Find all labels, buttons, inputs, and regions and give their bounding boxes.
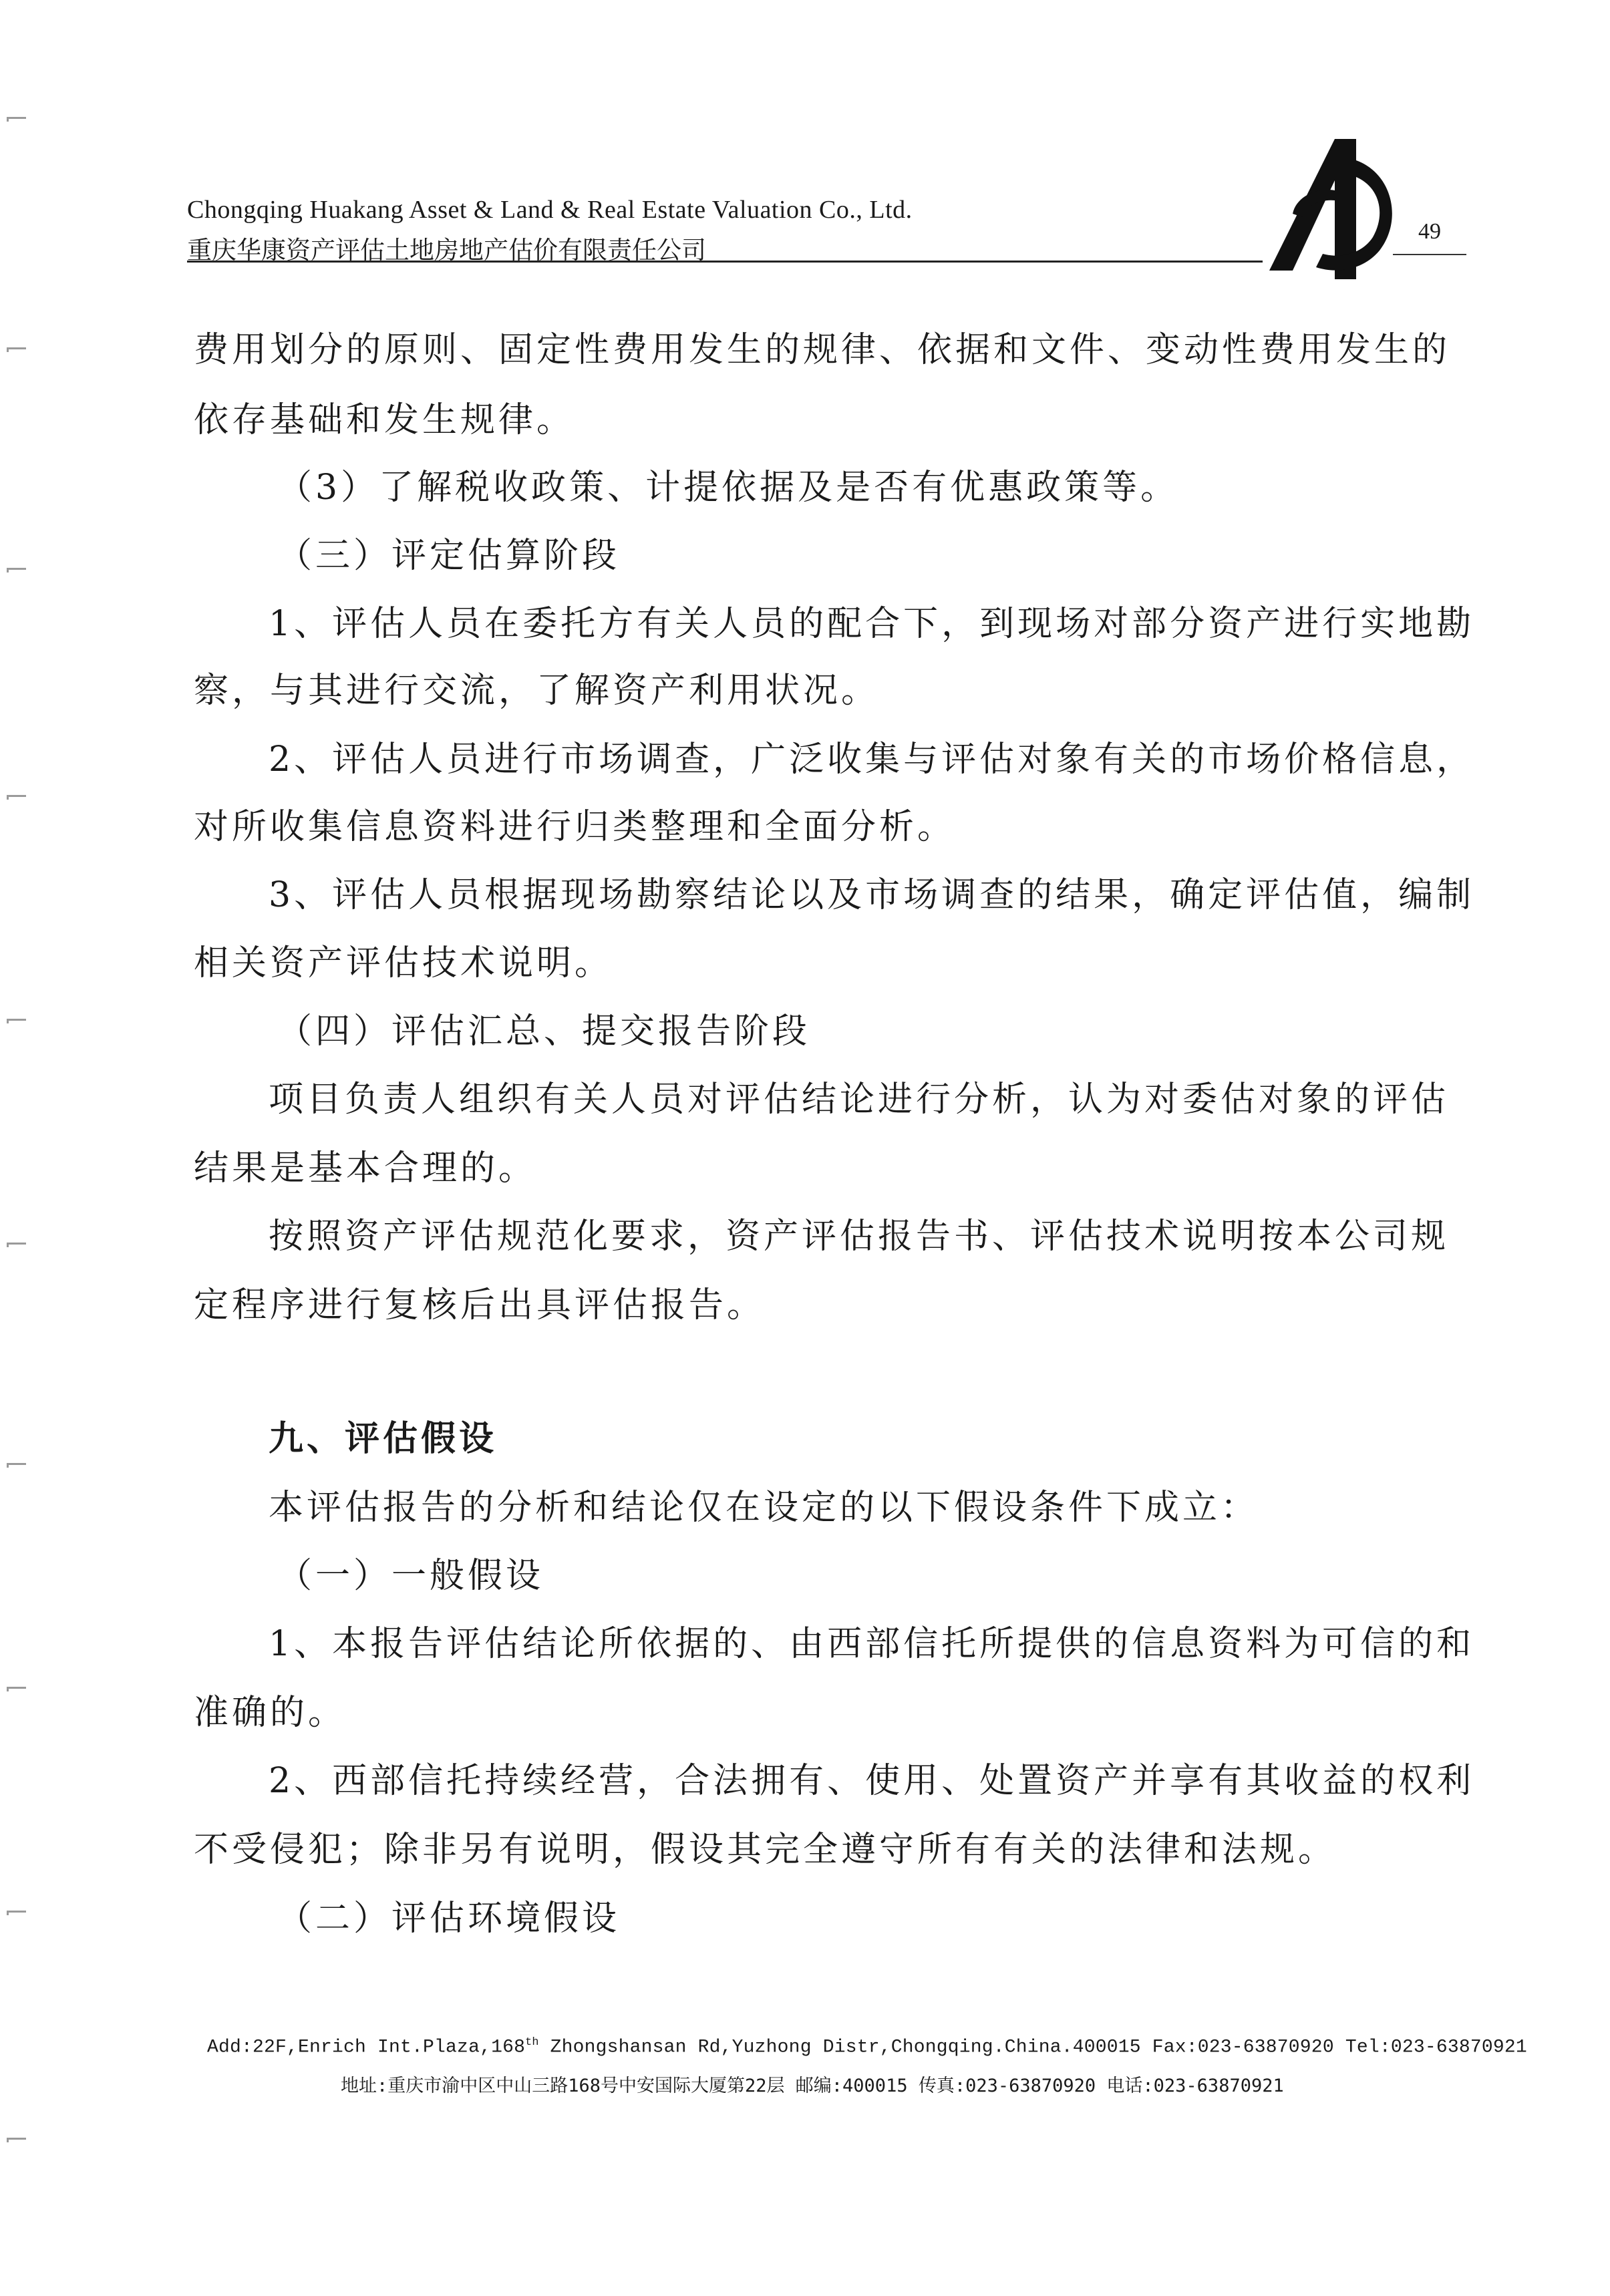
paragraph-line: 项目负责人组织有关人员对评估结论进行分析，认为对委估对象的评估 (269, 1080, 1450, 1120)
subsection-heading: （三）评定估算阶段 (277, 536, 621, 576)
binding-mark (7, 2138, 26, 2142)
binding-mark (7, 1463, 26, 1468)
subsection-heading: （二）评估环境假设 (277, 1899, 621, 1939)
ordinal-suffix: th (525, 2036, 539, 2049)
paragraph-line: 本评估报告的分析和结论仅在设定的以下假设条件下成立： (269, 1488, 1259, 1528)
binding-mark (7, 568, 26, 572)
subsection-heading: （四）评估汇总、提交报告阶段 (277, 1011, 811, 1051)
paragraph-line: 对所收集信息资料进行归类整理和全面分析。 (194, 807, 956, 847)
company-name-english: Chongqing Huakang Asset & Land & Real Estate Valuation Co., Ltd. (187, 196, 913, 224)
header-divider (187, 261, 1263, 263)
paragraph-line: 相关资产评估技术说明。 (194, 943, 613, 983)
binding-mark (7, 117, 26, 122)
section-title: 九、评估假设 (269, 1418, 498, 1459)
paragraph-line: 依存基础和发生规律。 (194, 400, 575, 440)
paragraph-line: 3、评估人员根据现场勘察结论以及市场调查的结果，确定评估值，编制 (269, 875, 1475, 915)
binding-mark (7, 1019, 26, 1023)
page-number-underline (1393, 254, 1466, 255)
paragraph-line: 按照资产评估规范化要求，资产评估报告书、评估技术说明按本公司规 (269, 1216, 1450, 1257)
paragraph-line: 2、西部信托持续经营，合法拥有、使用、处置资产并享有其收益的权利 (269, 1761, 1475, 1801)
paragraph-line: 不受侵犯；除非另有说明，假设其完全遵守所有有关的法律和法规。 (194, 1830, 1337, 1870)
paragraph-line: 1、评估人员在委托方有关人员的配合下，到现场对部分资产进行实地勘 (269, 604, 1475, 644)
paragraph-line: 定程序进行复核后出具评估报告。 (194, 1285, 766, 1325)
company-name-chinese: 重庆华康资产评估土地房地产估价有限责任公司 (187, 236, 706, 265)
footer-address-chinese: 地址:重庆市渝中区中山三路168号中安国际大厦第22层 邮编:400015 传真:023-63870920 电话:023-63870921 (341, 2076, 1284, 2096)
binding-mark (7, 347, 26, 352)
paragraph-line: 费用划分的原则、固定性费用发生的规律、依据和文件、变动性费用发生的 (194, 330, 1451, 370)
address-part: Add:22F,Enrich Int.Plaza,168 (207, 2037, 526, 2058)
paragraph-line: 结果是基本合理的。 (194, 1148, 537, 1188)
paragraph-line: 察，与其进行交流，了解资产利用状况。 (194, 671, 880, 711)
paragraph-line: 1、本报告评估结论所依据的、由西部信托所提供的信息资料为可信的和 (269, 1624, 1475, 1664)
page-number: 49 (1418, 219, 1441, 244)
paragraph-line: （3）了解税收政策、计提依据及是否有优惠政策等。 (277, 468, 1179, 508)
footer-address-english (207, 2036, 1527, 2058)
paragraph-line: 2、评估人员进行市场调查，广泛收集与评估对象有关的市场价格信息， (269, 740, 1475, 780)
paragraph-line: 准确的。 (194, 1693, 347, 1733)
binding-mark (7, 795, 26, 800)
address-part: Zhongshansan Rd,Yuzhong Distr,Chongqing.China.400015 Fax:023-63870920 Tel:023-63870921 (538, 2037, 1527, 2058)
binding-mark (7, 1911, 26, 1915)
binding-mark (7, 1243, 26, 1247)
company-logo-icon (1256, 134, 1396, 287)
subsection-heading: （一）一般假设 (277, 1556, 544, 1596)
binding-mark (7, 1687, 26, 1691)
